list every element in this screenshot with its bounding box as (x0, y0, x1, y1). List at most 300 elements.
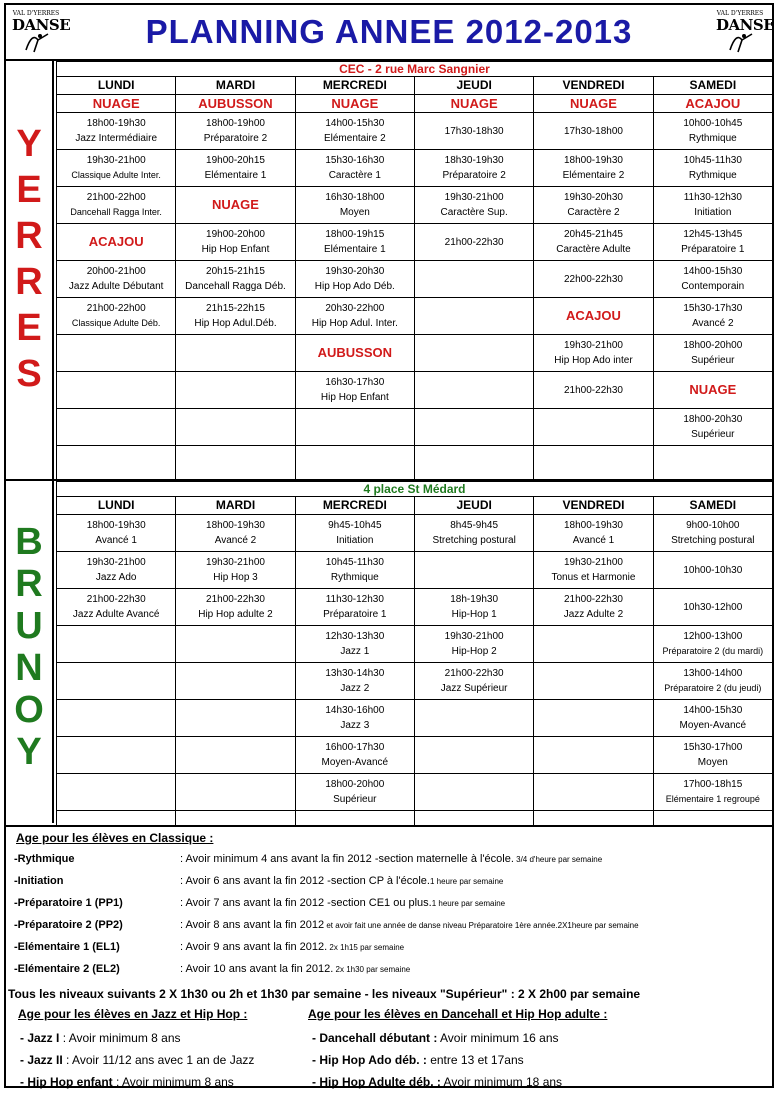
class-time: 18h00-19h30 (564, 155, 623, 166)
class-name: Préparatoire 2 (203, 133, 268, 144)
level-text (180, 897, 505, 909)
level-requirement: : Avoir 7 ans avant la fin 2012 -section CE1 ou plus. (180, 897, 432, 909)
city-letter: Y (16, 731, 42, 773)
class-time: 19h00-20h00 (206, 229, 265, 240)
class-name: Avancé 2 (214, 535, 257, 546)
class-name: Caractère Sup. (440, 207, 508, 218)
class-time: 18h00-19h30 (206, 520, 265, 531)
room-label: AUBUSSON (317, 345, 393, 360)
class-time: 15h30-16h30 (325, 155, 385, 166)
schedule-cell (414, 589, 533, 626)
schedule-cell (534, 261, 653, 298)
age-rule (20, 1053, 254, 1067)
schedule-row (57, 224, 773, 261)
age-rule (312, 1031, 559, 1045)
age-rule-text: Avoir minimum 16 ans (437, 1031, 559, 1045)
schedule-row (57, 261, 773, 298)
schedule-cell (653, 372, 772, 409)
schedule-cell (295, 113, 414, 150)
room-label: AUBUSSON (176, 95, 295, 113)
schedule-cell (653, 224, 772, 261)
class-name: Préparatoire 1 (323, 609, 387, 620)
class-name: Elémentaire 1 regroupé (665, 794, 760, 804)
day-header-samedi: SAMEDI (653, 77, 772, 95)
schedule-cell (57, 446, 176, 480)
class-time: 16h00-17h30 (325, 742, 385, 753)
schedule-row (57, 372, 773, 409)
schedule-cell (414, 187, 533, 224)
class-time: 14h30-16h00 (325, 705, 385, 716)
schedule-cell (534, 626, 653, 663)
class-time: 19h30-21h00 (86, 557, 146, 568)
class-name: Jazz Supérieur (440, 683, 508, 694)
schedule-cell (295, 372, 414, 409)
schedule-cell (414, 700, 533, 737)
city-letter: R (15, 215, 43, 257)
schedule-row (57, 737, 773, 774)
schedule-cell (653, 150, 772, 187)
summary-line: Tous les niveaux suivants 2 X 1h30 ou 2h et 1h30 par semaine - les niveaux "Supérieur" : 2 X 2h00 par semaine (8, 987, 641, 1001)
class-name: Elémentaire 2 (562, 170, 625, 181)
schedule-cell (534, 446, 653, 480)
level-hours: 1 heure par semaine (429, 877, 504, 886)
class-time: 21h00-22h30 (444, 668, 504, 679)
address-cell: 4 place St Médard (57, 482, 773, 497)
schedule-cell (57, 113, 176, 150)
class-time: 19h30-20h30 (325, 266, 385, 277)
schedule-cell (295, 515, 414, 552)
class-time: 19h00-20h15 (206, 155, 265, 166)
schedule-cell (414, 224, 533, 261)
level-hours: 2x 1h15 par semaine (327, 943, 405, 952)
class-time: 19h30-21h00 (444, 192, 504, 203)
room-label: NUAGE (212, 197, 259, 212)
day-header-mardi: MARDI (176, 77, 295, 95)
jazz-heading: Age pour les élèves en Jazz et Hip Hop : (18, 1007, 248, 1021)
level-label: -Rythmique (14, 853, 75, 865)
class-time: 19h30-21h00 (564, 340, 623, 351)
class-name: Hip Hop Enfant (320, 392, 389, 403)
schedule-cell (57, 150, 176, 187)
schedule-cell (295, 589, 414, 626)
day-header-vendredi: VENDREDI (534, 77, 653, 95)
schedule-cell (176, 663, 295, 700)
room-label: NUAGE (295, 95, 414, 113)
schedule-cell (57, 552, 176, 589)
class-time: 11h30-12h30 (325, 594, 384, 605)
class-time: 18h00-19h00 (206, 118, 265, 129)
day-header-lundi: LUNDI (57, 77, 176, 95)
class-name: Hip-Hop 1 (451, 609, 497, 620)
day-header-row (57, 77, 773, 95)
day-header-mercredi: MERCREDI (295, 77, 414, 95)
class-time: 18h00-19h30 (564, 520, 623, 531)
schedule-cell (176, 372, 295, 409)
class-time: 21h00-22h30 (444, 236, 504, 248)
schedule-cell (534, 150, 653, 187)
class-time: 10h45-11h30 (325, 557, 384, 568)
age-rule (20, 1075, 234, 1089)
level-requirement: : Avoir 9 ans avant la fin 2012. (180, 941, 328, 953)
logo-brand: VAL D'YERRES (716, 10, 764, 17)
schedule-cell (176, 626, 295, 663)
schedule-cell (534, 409, 653, 446)
schedule-cell (57, 224, 176, 261)
class-time: 15h30-17h00 (683, 742, 743, 753)
classique-heading: Age pour les élèves en Classique : (16, 831, 214, 845)
level-requirement: : Avoir 8 ans avant la fin 2012 (180, 919, 325, 931)
schedule-cell (414, 663, 533, 700)
schedule-cell (653, 113, 772, 150)
class-name: Dancehall Ragga Inter. (70, 207, 162, 217)
schedule-cell (57, 298, 176, 335)
class-name: Elémentaire 2 (323, 133, 386, 144)
class-time: 17h30-18h00 (564, 125, 623, 137)
level-label: -Préparatoire 1 (PP1) (14, 897, 123, 909)
schedule-row (57, 626, 773, 663)
class-name: Hip Hop 3 (213, 572, 258, 583)
schedule-cell (295, 663, 414, 700)
room-label: NUAGE (414, 95, 533, 113)
logo-word: DANSE (716, 16, 775, 34)
room-label: ACAJOU (88, 234, 144, 249)
schedule-cell (57, 737, 176, 774)
level-hours: 3/4 d'heure par semaine (513, 855, 603, 864)
schedule-cell (414, 626, 533, 663)
schedule-cell (534, 187, 653, 224)
yerres-schedule-table (56, 61, 773, 480)
schedule-cell (534, 663, 653, 700)
class-name: Moyen (697, 757, 728, 768)
schedule-cell (534, 774, 653, 811)
class-time: 18h00-20h00 (325, 779, 385, 790)
class-time: 16h30-18h00 (325, 192, 385, 203)
schedule-cell (414, 515, 533, 552)
dancer-icon (726, 30, 754, 54)
class-name: Hip-Hop 2 (451, 646, 497, 657)
schedule-cell (534, 515, 653, 552)
class-time: 15h30-17h30 (683, 303, 743, 314)
schedule-cell (57, 589, 176, 626)
age-rule-label: - Hip Hop Adulte déb. : (312, 1075, 441, 1089)
class-time: 14h00-15h30 (683, 266, 743, 277)
schedule-cell (534, 700, 653, 737)
class-time: 19h30-20h30 (564, 192, 623, 203)
schedule-cell (176, 335, 295, 372)
class-name: Classique Adulte Déb. (71, 318, 161, 328)
class-name: Tonus et Harmonie (551, 572, 636, 583)
schedule-cell (653, 737, 772, 774)
age-rule-text: : Avoir minimum 8 ans (59, 1031, 181, 1045)
schedule-cell (57, 187, 176, 224)
schedule-cell (295, 811, 414, 826)
schedule-cell (414, 113, 533, 150)
schedule-cell (176, 811, 295, 826)
class-time: 21h00-22h30 (564, 594, 623, 605)
class-time: 11h30-12h30 (683, 192, 742, 203)
schedule-cell (295, 774, 414, 811)
schedule-cell (57, 700, 176, 737)
class-name: Jazz Ado (95, 572, 137, 583)
class-time: 18h30-19h30 (444, 155, 504, 166)
level-hours: 2x 1h30 par semaine (333, 965, 411, 974)
age-rule (312, 1053, 524, 1067)
schedule-cell (295, 298, 414, 335)
schedule-cell (414, 737, 533, 774)
class-name: Dancehall Ragga Déb. (185, 281, 286, 292)
schedule-cell (295, 737, 414, 774)
schedule-cell (653, 811, 772, 826)
class-name: Jazz Adulte Débutant (68, 281, 164, 292)
planning-page (4, 3, 774, 1088)
age-rule-label: - Jazz I (20, 1031, 60, 1045)
address-row (57, 482, 773, 497)
age-rule (312, 1075, 562, 1089)
class-name: Préparatoire 1 (681, 244, 745, 255)
city-yerres (6, 61, 54, 479)
day-header-samedi: SAMEDI (653, 497, 772, 515)
class-time: 10h45-11h30 (683, 155, 742, 166)
schedule-cell (414, 552, 533, 589)
class-name: Caractère 2 (567, 207, 620, 218)
level-text (180, 919, 639, 931)
schedule-cell (57, 372, 176, 409)
schedule-row (57, 589, 773, 626)
schedule-cell (414, 298, 533, 335)
class-time: 18h00-20h00 (683, 340, 743, 351)
city-letter: S (16, 353, 42, 395)
age-rule-label: - Dancehall débutant : (312, 1031, 438, 1045)
day-header-vendredi: VENDREDI (534, 497, 653, 515)
class-time: 18h00-20h30 (683, 414, 743, 425)
schedule-cell (414, 811, 533, 826)
schedule-cell (57, 261, 176, 298)
day-header-mardi: MARDI (176, 497, 295, 515)
class-name: Jazz Adulte Avancé (72, 609, 160, 620)
age-rule (20, 1031, 181, 1045)
age-rule-label: - Hip Hop enfant (20, 1075, 113, 1089)
class-name: Jazz 1 (340, 646, 370, 657)
schedule-cell (176, 700, 295, 737)
brunoy-section (6, 481, 772, 823)
class-time: 19h30-21h00 (86, 155, 146, 166)
schedule-cell (653, 335, 772, 372)
age-rule-label: - Hip Hop Ado déb. : (312, 1053, 427, 1067)
schedule-cell (653, 663, 772, 700)
class-name: Stretching postural (432, 535, 516, 546)
schedule-cell (57, 774, 176, 811)
city-letter: O (14, 689, 44, 731)
city-letter: U (15, 605, 43, 647)
schedule-cell (176, 298, 295, 335)
class-time: 10h30-12h00 (683, 601, 743, 613)
class-time: 17h30-18h30 (444, 125, 504, 137)
city-brunoy (6, 481, 54, 823)
schedule-cell (295, 335, 414, 372)
schedule-cell (414, 335, 533, 372)
level-label: -Elémentaire 2 (EL2) (14, 963, 120, 975)
schedule-cell (653, 446, 772, 480)
class-name: Hip Hop Adul. Inter. (311, 318, 398, 329)
schedule-row (57, 113, 773, 150)
schedule-row (57, 335, 773, 372)
schedule-cell (653, 552, 772, 589)
city-letter: E (16, 169, 42, 211)
schedule-cell (176, 150, 295, 187)
class-name: Caractère 1 (328, 170, 381, 181)
schedule-cell (534, 552, 653, 589)
address-cell: CEC - 2 rue Marc Sangnier (57, 62, 773, 77)
class-name: Elémentaire 1 (323, 244, 386, 255)
schedule-cell (57, 409, 176, 446)
schedule-row (57, 298, 773, 335)
class-name: Contemporain (681, 281, 745, 292)
class-time: 14h00-15h30 (683, 705, 743, 716)
schedule-row (57, 811, 773, 826)
schedule-row (57, 187, 773, 224)
class-time: 18h-19h30 (450, 594, 499, 605)
schedule-cell (653, 774, 772, 811)
schedule-cell (534, 811, 653, 826)
class-name: Hip Hop Ado Déb. (314, 281, 395, 292)
schedule-cell (176, 261, 295, 298)
schedule-cell (534, 298, 653, 335)
class-name: Jazz Intermédiaire (75, 133, 158, 144)
schedule-cell (534, 335, 653, 372)
schedule-cell (414, 150, 533, 187)
class-name: Initiation (694, 207, 732, 218)
room-label: NUAGE (534, 95, 653, 113)
class-time: 18h00-19h30 (86, 520, 146, 531)
class-time: 22h00-22h30 (564, 273, 623, 285)
class-time: 21h00-22h00 (86, 303, 146, 314)
class-name: Caractère Adulte (556, 244, 631, 255)
class-time: 20h45-21h45 (564, 229, 623, 240)
class-name: Supérieur (333, 794, 377, 805)
city-letter: N (15, 647, 43, 689)
class-name: Jazz 2 (340, 683, 370, 694)
class-name: Moyen-Avancé (679, 720, 747, 731)
class-name: Supérieur (691, 429, 735, 440)
schedule-cell (295, 150, 414, 187)
day-header-jeudi: JEUDI (414, 77, 533, 95)
class-name: Rythmique (688, 133, 737, 144)
class-time: 20h30-22h00 (325, 303, 385, 314)
schedule-cell (414, 372, 533, 409)
schedule-cell (295, 552, 414, 589)
level-hours: 1 heure par semaine (431, 899, 506, 908)
schedule-cell (653, 298, 772, 335)
age-rule-text: Avoir minimum 18 ans (440, 1075, 563, 1089)
schedule-cell (295, 700, 414, 737)
level-label: -Elémentaire 1 (EL1) (14, 941, 120, 953)
class-name: Stretching postural (671, 535, 755, 546)
schedule-cell (653, 515, 772, 552)
schedule-cell (653, 589, 772, 626)
schedule-cell (653, 409, 772, 446)
schedule-row (57, 515, 773, 552)
level-label: -Préparatoire 2 (PP2) (14, 919, 123, 931)
brunoy-schedule-table (56, 481, 773, 826)
schedule-cell (653, 187, 772, 224)
schedule-cell (57, 811, 176, 826)
schedule-cell (295, 187, 414, 224)
class-time: 19h30-21h00 (564, 557, 623, 568)
logo-right (716, 8, 775, 56)
age-rule-label: - Jazz II (20, 1053, 63, 1067)
class-time: 19h30-21h00 (444, 631, 504, 642)
room-label: NUAGE (689, 382, 737, 397)
city-letter: Y (16, 123, 42, 165)
logo-brand: VAL D'YERRES (12, 10, 60, 17)
schedule-row (57, 150, 773, 187)
class-time: 18h00-19h30 (86, 118, 146, 129)
schedule-row (57, 409, 773, 446)
schedule-cell (176, 552, 295, 589)
day-header-jeudi: JEUDI (414, 497, 533, 515)
class-name: Hip Hop Enfant (201, 244, 270, 255)
schedule-cell (176, 774, 295, 811)
level-text (180, 875, 503, 887)
schedule-cell (176, 224, 295, 261)
class-name: Hip Hop Ado inter (554, 355, 633, 366)
level-text (180, 853, 602, 865)
class-time: 10h00-10h30 (683, 564, 743, 576)
class-name: Jazz Adulte 2 (563, 609, 624, 620)
schedule-row (57, 663, 773, 700)
header (6, 5, 775, 61)
day-header-lundi: LUNDI (57, 497, 176, 515)
schedule-row (57, 446, 773, 480)
level-requirement: : Avoir 6 ans avant la fin 2012 -section CP à l'école. (180, 875, 430, 887)
age-rule-text: : Avoir 11/12 ans avec 1 an de Jazz (62, 1053, 255, 1067)
class-time: 20h00-21h00 (86, 266, 146, 277)
level-text (180, 941, 404, 953)
schedule-cell (534, 372, 653, 409)
dancehall-heading: Age pour les élèves en Dancehall et Hip Hop adulte : (308, 1007, 608, 1021)
schedule-cell (414, 774, 533, 811)
age-rule-text: : Avoir minimum 8 ans (112, 1075, 234, 1089)
logo-word: DANSE (12, 16, 71, 34)
room-label: ACAJOU (653, 95, 772, 113)
schedule-cell (176, 187, 295, 224)
city-letter: R (15, 563, 43, 605)
schedule-cell (176, 515, 295, 552)
schedule-cell (653, 261, 772, 298)
level-requirement: : Avoir minimum 4 ans avant la fin 2012 -section maternelle à l'école. (180, 853, 514, 865)
class-name: Préparatoire 2 (442, 170, 506, 181)
schedule-cell (176, 737, 295, 774)
class-name: Elémentaire 1 (204, 170, 267, 181)
class-time: 16h30-17h30 (325, 377, 385, 388)
schedule-cell (295, 224, 414, 261)
class-name: Hip Hop Adul.Déb. (194, 318, 277, 329)
class-time: 17h00-18h15 (683, 779, 743, 790)
class-name: Avancé 2 (692, 318, 734, 329)
class-time: 12h00-13h00 (683, 631, 743, 642)
class-name: Moyen (339, 207, 370, 218)
schedule-cell (57, 515, 176, 552)
schedule-cell (414, 409, 533, 446)
class-time: 9h45-10h45 (328, 520, 382, 531)
schedule-row (57, 552, 773, 589)
schedule-cell (414, 261, 533, 298)
class-time: 21h00-22h30 (86, 594, 146, 605)
schedule-cell (653, 700, 772, 737)
city-letter: B (15, 521, 43, 563)
schedule-cell (295, 409, 414, 446)
class-time: 12h45-13h45 (683, 229, 743, 240)
